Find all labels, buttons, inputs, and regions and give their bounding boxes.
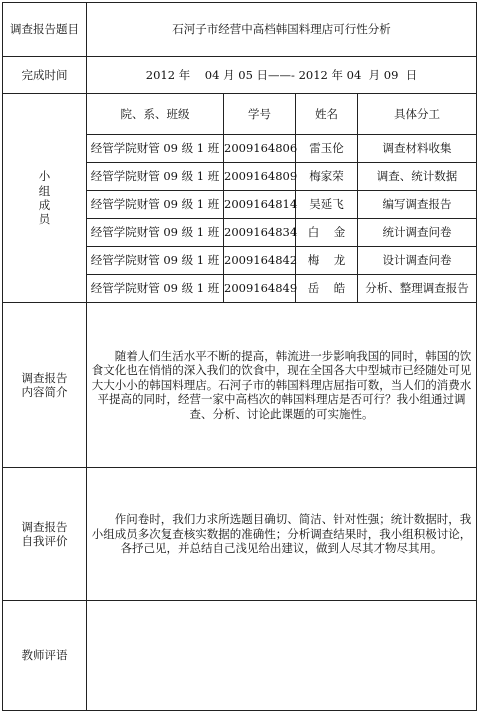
member-name: 岳 皓 xyxy=(296,275,358,303)
topic-label: 调查报告题目 xyxy=(3,3,87,57)
member-name: 雷玉伦 xyxy=(296,135,358,163)
member-task: 调查材料收集 xyxy=(358,135,477,163)
member-name: 梅 龙 xyxy=(296,247,358,275)
teacher-row xyxy=(3,601,477,711)
header-task: 具体分工 xyxy=(358,94,477,135)
member-id: 2009164842 xyxy=(224,247,296,275)
header-dept: 院、系、班级 xyxy=(87,94,224,135)
time-label: 完成时间 xyxy=(3,57,87,94)
members-label-char: 组 xyxy=(38,183,51,198)
member-task: 设计调查问卷 xyxy=(358,247,477,275)
member-id: 2009164806 xyxy=(224,135,296,163)
teacher-label: 教师评语 xyxy=(3,601,87,711)
self-eval-row xyxy=(3,468,477,601)
teacher-comment xyxy=(87,601,477,711)
member-task: 编写调查报告 xyxy=(358,191,477,219)
member-id: 2009164809 xyxy=(224,163,296,191)
self-eval-label xyxy=(3,468,87,601)
self-eval-label-line: 自我评价 xyxy=(21,534,68,548)
member-task: 分析、整理调查报告 xyxy=(358,275,477,303)
intro-text: 随着人们生活水平不断的提高，韩流进一步影响我国的同时，韩国的饮食文化也在悄悄的深入我们的饮食中，现在全国各大中型城市已经随处可见大大小小的韩国料理店。石河子市的韩国料理店屈指可数，当人们的消费水平提高的同时，经营一家中高档次的韩国料理店是否可行？我小组通过调查、分析、讨论此课题的可实施性。 xyxy=(87,303,477,468)
member-task: 统计调查问卷 xyxy=(358,219,477,247)
member-id: 2009164849 xyxy=(224,275,296,303)
intro-label xyxy=(3,303,87,468)
member-id: 2009164814 xyxy=(224,191,296,219)
time-row xyxy=(3,57,477,94)
member-task: 调查、统计数据 xyxy=(358,163,477,191)
self-eval-label-line: 调查报告 xyxy=(21,519,68,534)
members-label-char: 小 xyxy=(38,169,51,184)
topic-row xyxy=(3,3,477,57)
members-label-char: 成 xyxy=(38,198,51,212)
members-header-row xyxy=(3,94,477,135)
intro-row xyxy=(3,303,477,468)
member-dept: 经管学院财管 09 级 1 班 xyxy=(87,275,224,303)
member-name: 白 金 xyxy=(296,219,358,247)
member-name: 梅家荣 xyxy=(296,163,358,191)
header-id: 学号 xyxy=(224,94,296,135)
self-eval-text: 作问卷时，我们力求所选题目确切、简洁、针对性强；统计数据时，我小组成员多次复查核实数据的准确性；分析调查结果时，我小组积极讨论，各抒己见，并总结自己浅见给出建议，做到人尽其才物尽其用。 xyxy=(87,468,477,601)
intro-label-line: 内容简介 xyxy=(21,385,68,399)
topic-value: 石河子市经营中高档韩国料理店可行性分析 xyxy=(87,3,477,57)
header-name: 姓名 xyxy=(296,94,358,135)
member-id: 2009164834 xyxy=(224,219,296,247)
member-dept: 经管学院财管 09 级 1 班 xyxy=(87,247,224,275)
member-dept: 经管学院财管 09 级 1 班 xyxy=(87,135,224,163)
intro-label-line: 调查报告 xyxy=(21,370,68,385)
member-dept: 经管学院财管 09 级 1 班 xyxy=(87,191,224,219)
members-label-char: 员 xyxy=(38,212,51,227)
member-name: 吴延飞 xyxy=(296,191,358,219)
time-value: 2012 年 04 月 05 日——- 2012 年 04 月 09 日 xyxy=(87,57,477,94)
member-dept: 经管学院财管 09 级 1 班 xyxy=(87,163,224,191)
report-form-table xyxy=(2,2,477,711)
member-dept: 经管学院财管 09 级 1 班 xyxy=(87,219,224,247)
members-label xyxy=(3,94,87,303)
